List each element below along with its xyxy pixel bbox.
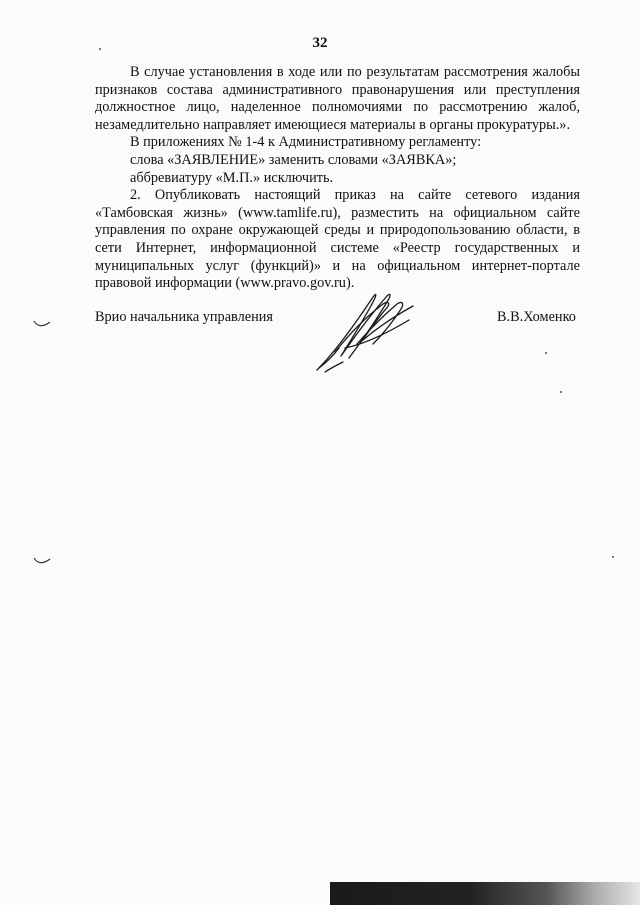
signature-icon: [305, 282, 430, 377]
scan-speck: [612, 556, 614, 558]
paragraph-replace-words: слова «ЗАЯВЛЕНИЕ» заменить словами «ЗАЯВКА»;: [130, 151, 457, 168]
signatory-title: Врио начальника управления: [95, 309, 273, 325]
scan-speck: [99, 48, 101, 50]
signatory-name: В.В.Хоменко: [497, 309, 576, 325]
margin-check-mark-icon: [33, 556, 51, 566]
scan-edge-shadow: [330, 882, 640, 905]
paragraph-publish: 2. Опубликовать настоящий приказ на сайте сетевого издания «Тамбовская жизнь» (www.tamlife.ru), разместить на официальном сайте управления по охране окружающей среды и природопользованию области, в сети Интернет, информационной системе «Реестр государственных и муниципальных услуг (функций)» и на официальном интернет-портале правовой информации (www.pravo.gov.ru).: [95, 187, 580, 292]
margin-check-mark-icon: [33, 319, 51, 329]
scan-speck: [545, 352, 547, 354]
document-body: [95, 64, 580, 293]
paragraph-complaint: В случае установления в ходе или по результатам рассмотрения жалобы признаков состава административного правонарушения или преступления должностное лицо, наделенное полномочиями по рассмотрению жалоб, незамедлительно направляет имеющиеся материалы в органы прокуратуры.».: [95, 64, 580, 133]
scan-speck: [560, 391, 562, 393]
paragraph-remove-abbreviation: аббревиатуру «М.П.» исключить.: [130, 169, 334, 186]
page-number: 32: [312, 35, 328, 51]
paragraph-appendices: В приложениях № 1-4 к Административному регламенту:: [130, 134, 482, 151]
